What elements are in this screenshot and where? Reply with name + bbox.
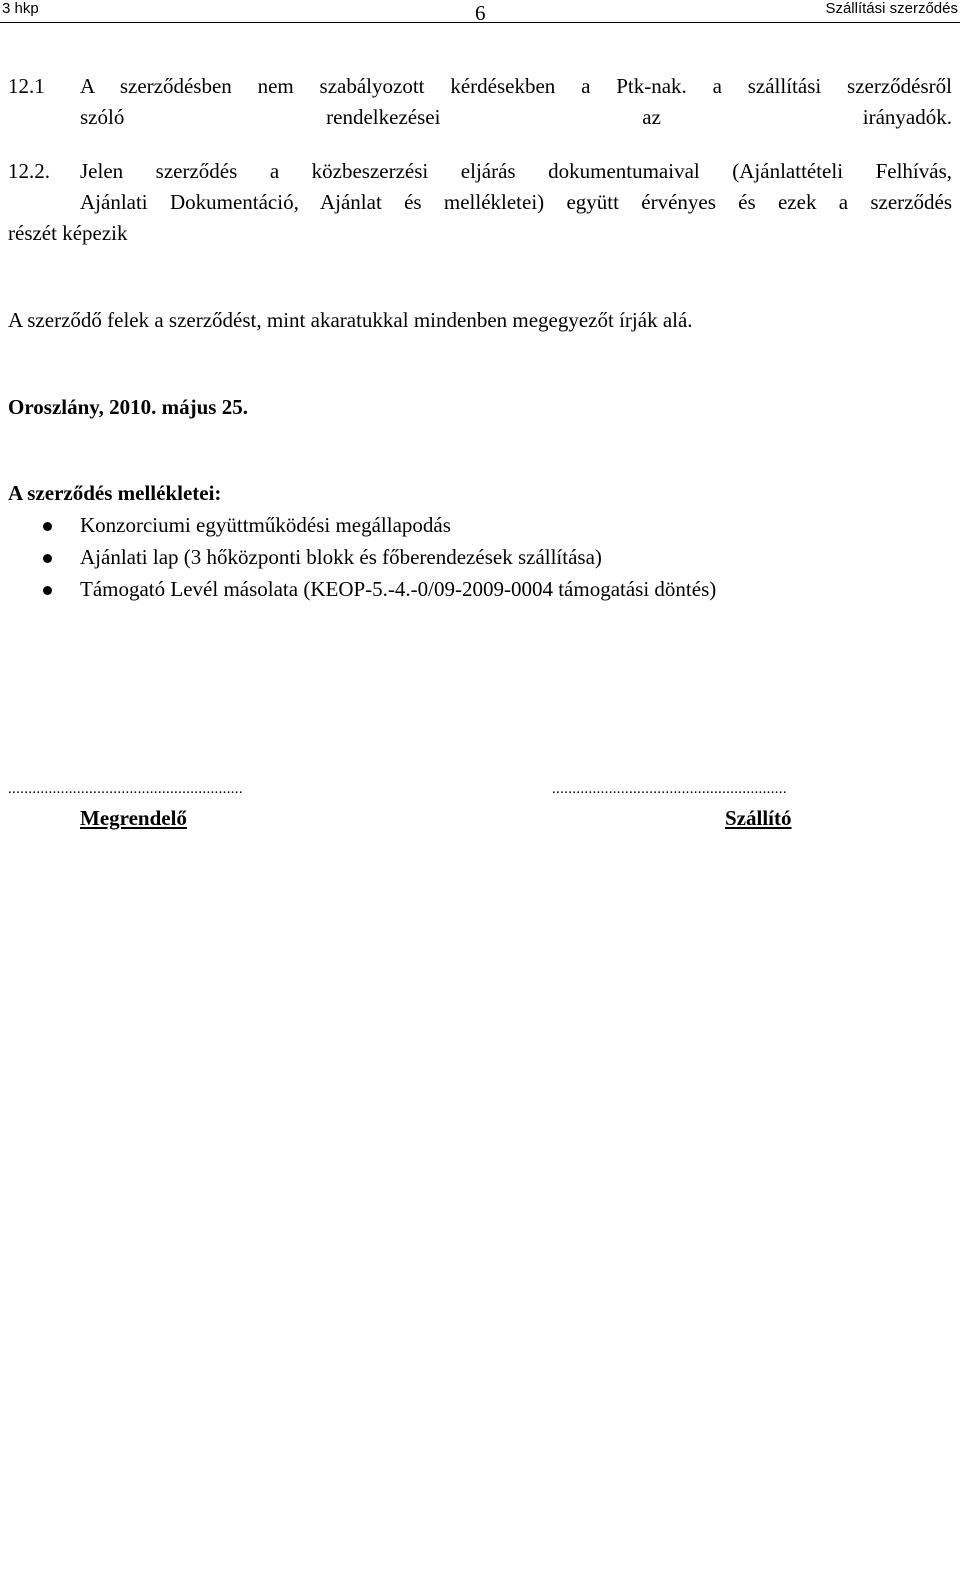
page-number: 6 [475, 1, 486, 25]
attachment-item: Támogató Levél másolata (KEOP-5.-4.-0/09-2009-0004 támogatási döntés) [80, 577, 717, 601]
header-right-text: Szállítási szerződés [825, 0, 958, 17]
paragraph-line: Jelen szerződés a közbeszerzési eljárás dokumentumaival (Ajánlattételi Felhívás, [80, 159, 952, 183]
paragraph-line: szóló rendelkezései az irányadók. [80, 105, 952, 129]
attachment-item: Konzorciumi együttműködési megállapodás [80, 513, 451, 537]
paragraph-line: A szerződésben nem szabályozott kérdésekben a Ptk-nak. a szállítási szerződésről [80, 74, 952, 98]
signature-label-supplier: Szállító [725, 806, 792, 830]
page-header [0, 0, 960, 23]
bullet-icon [43, 554, 52, 563]
header-left-text: 3 hkp [2, 0, 39, 17]
signature-label-customer: Megrendelő [80, 806, 187, 830]
section-number: 12.2. [8, 159, 50, 183]
paragraph-line: részét képezik [8, 221, 128, 245]
paragraph-line: Ajánlati Dokumentáció, Ajánlat és mellékletei) együtt érvényes és ezek a szerződés [80, 190, 952, 214]
place-date: Oroszlány, 2010. május 25. [8, 395, 248, 419]
bullet-icon [43, 522, 52, 531]
signature-line-left: .......................................................... [8, 781, 243, 797]
attachment-item: Ajánlati lap (3 hőközponti blokk és főberendezések szállítása) [80, 545, 602, 569]
bullet-icon [43, 586, 52, 595]
agreement-text: A szerződő felek a szerződést, mint akaratukkal mindenben megegyezőt írják alá. [8, 308, 693, 332]
signature-line-right: .......................................................... [552, 781, 787, 797]
section-number: 12.1 [8, 74, 45, 98]
attachments-heading: A szerződés mellékletei: [8, 481, 222, 505]
